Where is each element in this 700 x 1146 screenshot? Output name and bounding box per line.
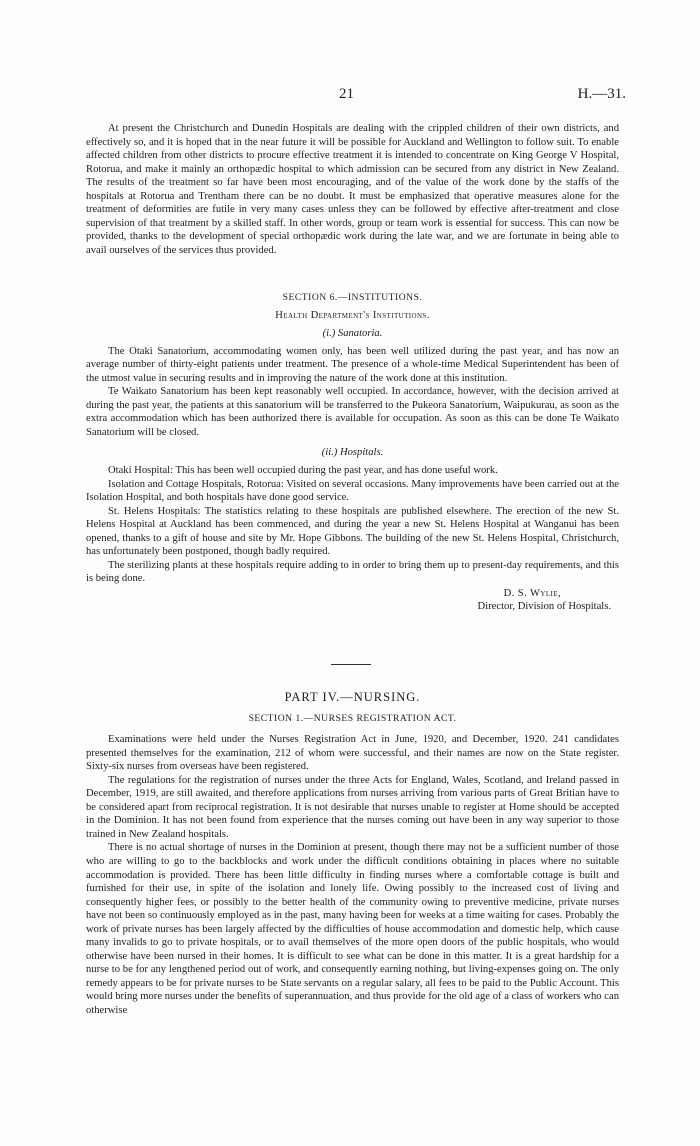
- nursing-paragraph: The regulations for the registration of nurses under the three Acts for England, Wales, Scotland, and Ireland passed in December, 1919, are still awaited, and therefore applications from nurses arriving from various parts of Great Britian have to be considered apart from reciprocal registration. It is not desirable that nurses unable to register at Home should be accepted in the Dominion. It has not been found from experience that the nurses coming out have been in any way superior to those trained in New Zealand hospitals.: [86, 774, 619, 840]
- hospitals-paragraph: Otaki Hospital: This has been well occupied during the past year, and has done useful work.: [108, 465, 498, 477]
- nurses-act-heading: SECTION 1.—NURSES REGISTRATION ACT.: [248, 712, 457, 724]
- part-4-heading: PART IV.—NURSING.: [284, 690, 421, 704]
- sanatoria-paragraph: The Otaki Sanatorium, accommodating women only, has been well utilized during the past year, and has now an average number of thirty-eight patients under treatment. The presence of a whole-time Medical Superintendent has been of the utmost value in securing results and in improving the nature of the work done at this institution.: [86, 345, 619, 384]
- hospitals-paragraph: The sterilizing plants at these hospitals require adding to in order to bring them up to present-day requirements, and this is being done.: [86, 559, 619, 585]
- nursing-paragraph: Examinations were held under the Nurses Registration Act in June, 1920, and December, 1920. 241 candidates presented themselves for the examination, 212 of whom were successful, and their names are now on the State register. Sixty-six nurses from overseas have been registered.: [86, 734, 619, 773]
- page-number: 21: [339, 86, 354, 102]
- hospitals-heading: (ii.) Hospitals.: [321, 447, 384, 459]
- part-4-block: [86, 691, 619, 1018]
- intro-paragraph: At present the Christchurch and Dunedin Hospitals are dealing with the crippled children of their own districts, and effectively so, and it is hoped that in the near future it will be possible for Auckland and Wellington to follow suit. To enable affected children from other districts to procure effective treatment it is intended to concentrate on King George V Hospital, Rotorua, and make it mainly an orthopædic hospital to which admission can be secured from any district in New Zealand. The results of the treatment so far have been most encouraging, and of the value of the work done by the staffs of the hospitals at Rotorua and Trentham there can be no doubt. It must be emphasized that operative measures alone for the treatment of deformities are futile in very many cases unless they can be followed by effective after-treatment and close supervision of that treatment by a skilled staff. In other words, group or team work is essential for success. This can now be provided, thanks to the development of special orthopædic work during the late war, and we are fortunate in being able to avail ourselves of the services thus provided.: [86, 123, 619, 256]
- nursing-paragraph: There is no actual shortage of nurses in the Dominion at present, though there may not be a sufficient number of those who are willing to go to the backblocks and work under the difficult conditions obtaining in places where no suitable accommodation is provided. There has been little difficulty in finding nurses where a comfortable cottage is built and furnished for their use, in spite of the isolation and lonely life. Owing possibly to the increased cost of living and consequently higher fees, or possibly to the better health of the community owing to preventive medicine, private nurses have not been so continuously employed as in the past, many having been for weeks at a time waiting for cases. Probably the work of private nurses has been largely affected by the difficulties of house accommodation and domestic help, which cause many invalids to go to private hospitals, or to avail themselves of the more open doors of the public hospitals, who would otherwise have been nursed in their homes. It is difficult to see what can be done in this matter. It is a great hardship for a nurse to be for any lengthened period out of work, and consequently earning nothing, but living-expenses going on. The only remedy appears to be for private nurses to be State servants on a regular salary, all fees to be paid to the Public Account. This would bring more nurses under the benefits of superannuation, and thus provide for the old age of a class of workers who can otherwise: [86, 842, 619, 1017]
- signature-title: Director, Division of Hospitals.: [477, 601, 611, 613]
- section-6-heading: SECTION 6.—INSTITUTIONS.: [282, 292, 423, 303]
- report-code: H.—31.: [577, 86, 626, 102]
- sanatoria-paragraph: Te Waikato Sanatorium has been kept reasonably well occupied. In accordance, however, with the decision arrived at during the past year, the patients at this sanatorium will be transferred to the Pukeora Sanatorium, Waipukurau, as soon as the extra accommodation which has been authorized there is available for occupation. As soon as this can be done Te Waikato Sanatorium will be closed.: [86, 386, 619, 438]
- sanatoria-heading: (i.) Sanatoria.: [322, 328, 383, 340]
- section-6-subheading: Health Department's Institutions.: [275, 309, 430, 321]
- hospitals-paragraph: Isolation and Cottage Hospitals, Rotorua: Visited on several occasions. Many improvements have been carried out at the Isolation Hospital, and both hospitals have done good service.: [86, 478, 619, 504]
- section-6-block: [86, 291, 619, 614]
- signature-name: D. S. Wylie,: [503, 587, 561, 599]
- intro-block: [86, 122, 619, 257]
- page-header: [0, 86, 700, 110]
- hospitals-paragraph: St. Helens Hospitals: The statistics relating to these hospitals are published elsewhere. The erection of the new St. Helens Hospital at Auckland has been commenced, and during the year a new St. Helens Hospital at Wanganui has been opened, thanks to a gift of house and site by Mr. Hope Gibbons. The building of the new St. Helens Hospital, Christchurch, has unfortunately been postponed, though badly required.: [86, 505, 619, 558]
- section-divider: [331, 664, 371, 665]
